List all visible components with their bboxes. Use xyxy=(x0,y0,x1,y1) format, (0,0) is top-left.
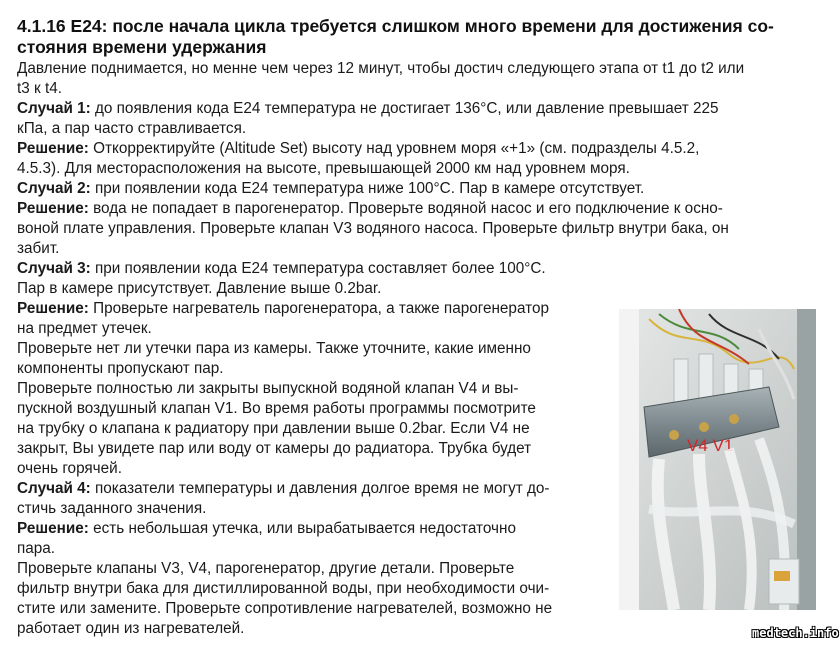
line-text: компоненты пропускают пар. xyxy=(17,360,224,377)
line-text: t3 к t4. xyxy=(17,80,62,97)
line-text: пара. xyxy=(17,540,56,557)
title-line: стояния времени удержания xyxy=(17,37,267,57)
body-line xyxy=(17,139,822,159)
section-title xyxy=(17,16,822,58)
line-text: до появления кода E24 температура не достигает 136°C, или давление превышает 225 xyxy=(90,100,719,117)
line-text: кПа, а пар часто стравливается. xyxy=(17,120,247,137)
body-line xyxy=(17,179,822,199)
line-text: стичь заданного значения. xyxy=(17,500,207,517)
body-line xyxy=(17,219,822,239)
line-text: стите или замените. Проверьте сопротивление нагревателей, возможно не xyxy=(17,600,553,617)
line-text: Проверьте клапаны V3, V4, парогенератор, другие детали. Проверьте xyxy=(17,560,515,577)
body-line xyxy=(17,79,822,99)
body-line xyxy=(17,619,822,639)
line-text: Проверьте нагреватель парогенератора, а также парогенератор xyxy=(88,300,549,317)
line-text: Проверьте полностью ли закрыты выпускной водяной клапан V4 и вы- xyxy=(17,380,519,397)
body-line xyxy=(17,279,822,299)
body-line xyxy=(17,199,822,219)
title-line: 4.1.16 E24: после начала цикла требуется слишком много времени для достижения со- xyxy=(17,16,774,36)
body-line xyxy=(17,259,822,279)
line-text: есть небольшая утечка, или вырабатывается недостаточно xyxy=(88,520,516,537)
line-text: забит. xyxy=(17,240,60,257)
line-text: работает один из нагревателей. xyxy=(17,620,245,637)
line-text: при появлении кода E24 температура ниже 100°C. Пар в камере отсутствует. xyxy=(90,180,645,197)
valve-photo-illustration xyxy=(619,309,816,610)
case-label: Решение: xyxy=(17,200,89,217)
case-label: Решение: xyxy=(17,300,89,317)
line-text: Откорректируйте (Altitude Set) высоту над уровнем моря «+1» (см. подразделы 4.5.2, xyxy=(88,140,700,157)
case-label: Решение: xyxy=(17,520,89,537)
line-text: на трубку о клапана к радиатору при давлении выше 0.2bar. Если V4 не xyxy=(17,420,530,437)
watermark: medtech.info xyxy=(752,626,839,640)
line-text: закрыт, Вы увидете пар или воду от камеры до радиатора. Трубка будет xyxy=(17,440,532,457)
line-text: 4.5.3). Для месторасположения на высоте, превышающей 2000 км над уровнем моря. xyxy=(17,160,630,177)
case-label: Случай 1: xyxy=(17,100,91,117)
line-text: вода не попадает в парогенератор. Проверьте водяной насос и его подключение к осно- xyxy=(88,200,723,217)
body-line xyxy=(17,59,822,79)
body-line xyxy=(17,239,822,259)
line-text: Проверьте нет ли утечки пара из камеры. Также уточните, какие именно xyxy=(17,340,531,357)
body-line xyxy=(17,119,822,139)
line-text: Давление поднимается, но менне чем через 12 минут, чтобы достич следующего этапа от t1 до t2 или xyxy=(17,60,745,77)
case-label: Случай 4: xyxy=(17,480,91,497)
case-label: Решение: xyxy=(17,140,89,157)
line-text: очень горячей. xyxy=(17,460,122,477)
line-text: показатели температуры и давления долгое время не могут до- xyxy=(90,480,550,497)
valve-label: V4 V1 xyxy=(687,436,734,455)
body-line xyxy=(17,159,822,179)
line-text: Пар в камере присутствует. Давление выше 0.2bar. xyxy=(17,280,382,297)
valve-block-photo xyxy=(619,309,816,610)
line-text: воной плате управления. Проверьте клапан V3 водяного насоса. Проверьте фильтр внутри бака, он xyxy=(17,220,729,237)
line-text: на предмет утечек. xyxy=(17,320,152,337)
line-text: фильтр внутри бака для дистиллированной воды, при необходимости очи- xyxy=(17,580,550,597)
line-text: при появлении кода E24 температура составляет более 100°C. xyxy=(90,260,546,277)
body-line xyxy=(17,99,822,119)
line-text: пускной воздушный клапан V1. Во время работы программы посмотрите xyxy=(17,400,536,417)
case-label: Случай 2: xyxy=(17,180,91,197)
case-label: Случай 3: xyxy=(17,260,91,277)
